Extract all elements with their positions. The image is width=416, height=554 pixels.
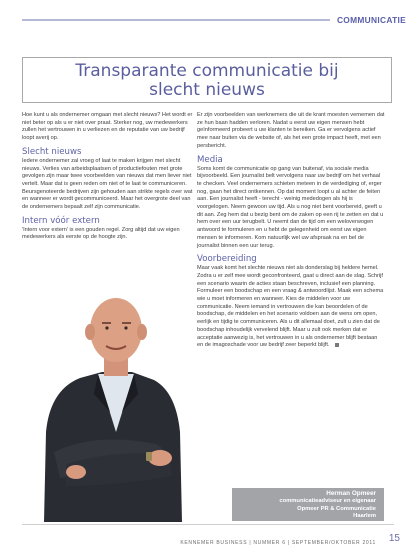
heading-media: Media bbox=[197, 154, 223, 165]
intro-paragraph: Hoe kunt u als ondernemer omgaan met slecht nieuws? Het wordt er niet beter op als u er niet over praat. Sterker nog, uw medewerkers zullen het vertrouwen in u verliezen en de reputatie van uw bedrijf loopt averij op. bbox=[22, 112, 193, 142]
header-rule bbox=[22, 19, 330, 21]
title-box bbox=[22, 57, 392, 103]
footer-publication: KENNEMER BUSINESS | NUMMER 6 | SEPTEMBER/OKTOBER 2011 bbox=[180, 540, 376, 546]
author-company: Opmeer PR & Communicatie bbox=[297, 505, 376, 512]
title-line-2: slecht nieuws bbox=[149, 80, 265, 100]
paragraph-slecht-nieuws: Iedere ondernemer zal vroeg of laat te maken krijgen met slecht nieuws. Verlies van arbeidsplaatsen of productiefouten met grote gevolgen zijn maar twee voorbeelden van nieuws dat men liever niet vertelt. Maar dat is geen reden om niet of te laat te communiceren. Beursgenoteerde bedrijven zijn gehouden aan strikte regels over wat en wanneer er wordt gecommuniceerd. Maar het overgrote deel van de ondernemers bepaalt zelf zijn communicatie. bbox=[22, 157, 193, 211]
article-title bbox=[23, 62, 391, 100]
paragraph-voorbereiding bbox=[197, 265, 385, 350]
heading-voorbereiding: Voorbereiding bbox=[197, 254, 257, 265]
heading-intern-voor-extern: Intern vóór extern bbox=[22, 215, 100, 226]
paragraph-media: Soms komt de communicatie op gang van buitenaf, via sociale media bijvoorbeeld. Een journalist belt vervolgens naar uw bedrijf om het verhaal te checken. Veel ondernemers schieten meteen in de verdediging of, erger nog, gaan het direct ontkennen. Op dat moment loopt u al achter de feiten aan. Een journalist heeft - terecht - weinig mededogen als hij is voorgelogen. Neem gewoon uw tijd. Als u nog niet bent voorbereid, geeft u dit aan. Zeg hem dat u bezig bent om de zaken op een rij te zetten en dat u hem over een uur terugbelt. U neemt dan de tijd om een weloverwogen antwoord te formuleren en u hebt de gelegenheid om eerst uw eigen mensen te informeren. Kom natuurlijk wel uw afspraak na en bel de journalist binnen een uur terug. bbox=[197, 165, 384, 249]
page-number: 15 bbox=[388, 533, 400, 544]
portrait-photo bbox=[36, 282, 186, 522]
top-bar bbox=[0, 13, 416, 27]
paragraph-continued: Er zijn voorbeelden van werknemers die uit de krant moesten vernemen dat ze hun baan hadden verloren. Nadat u eerst uw eigen mensen hebt geïnformeerd probeert u uw klanten te bereiken. Ga er vervolgens actief mee naar buiten via de website of, als het een grote impact heeft, met een persbericht. bbox=[197, 112, 385, 149]
author-role: communicatieadviseur en eigenaar bbox=[279, 498, 376, 504]
right-column bbox=[197, 112, 385, 353]
paragraph-intern-voor-extern: 'Intern voor extern' is een gouden regel. Zorg altijd dat uw eigen medewerkers als eerste op de hoogte zijn. bbox=[22, 226, 180, 241]
end-mark bbox=[335, 343, 339, 347]
author-name: Herman Opmeer bbox=[326, 490, 376, 497]
heading-slecht-nieuws: Slecht nieuws bbox=[22, 146, 82, 157]
left-column bbox=[22, 112, 196, 245]
author-caption bbox=[232, 488, 384, 521]
footer-rule bbox=[22, 524, 394, 525]
title-line-1: Transparante communicatie bij bbox=[75, 61, 339, 81]
paragraph-voorbereiding-text: Maar vaak komt het slechte nieuws niet als donderslag bij heldere hemel. Zodra u er zelf mee wordt geconfronteerd, gaat u direct aan de slag. Schrijf een scenario waarin de acties staan beschreven, inclusief een planning. Formuleer een boodschap en een vraag & antwoordlijst. Maak een schema wie u moet informeren en wanneer. Kies de middelen voor uw communicatie. Neem iemand in vertrouwen die kan beoordelen of de boodschap, de middelen en het scenario voldoen aan de wens om open, eerlijk en tijdig te communiceren. Als u dit allemaal doet, zult u zien dat de boodschap inhoudelijk vervelend blijft. Maar u zult ook merken dat er acceptatie aanwezig is, het vertrouwen in u als ondernemer blijft bestaan en de imagoschade voor uw bedrijf zeer beperkt blijft. bbox=[197, 265, 384, 349]
section-label: COMMUNICATIE bbox=[332, 13, 416, 27]
author-city: Haarlem bbox=[353, 513, 376, 519]
